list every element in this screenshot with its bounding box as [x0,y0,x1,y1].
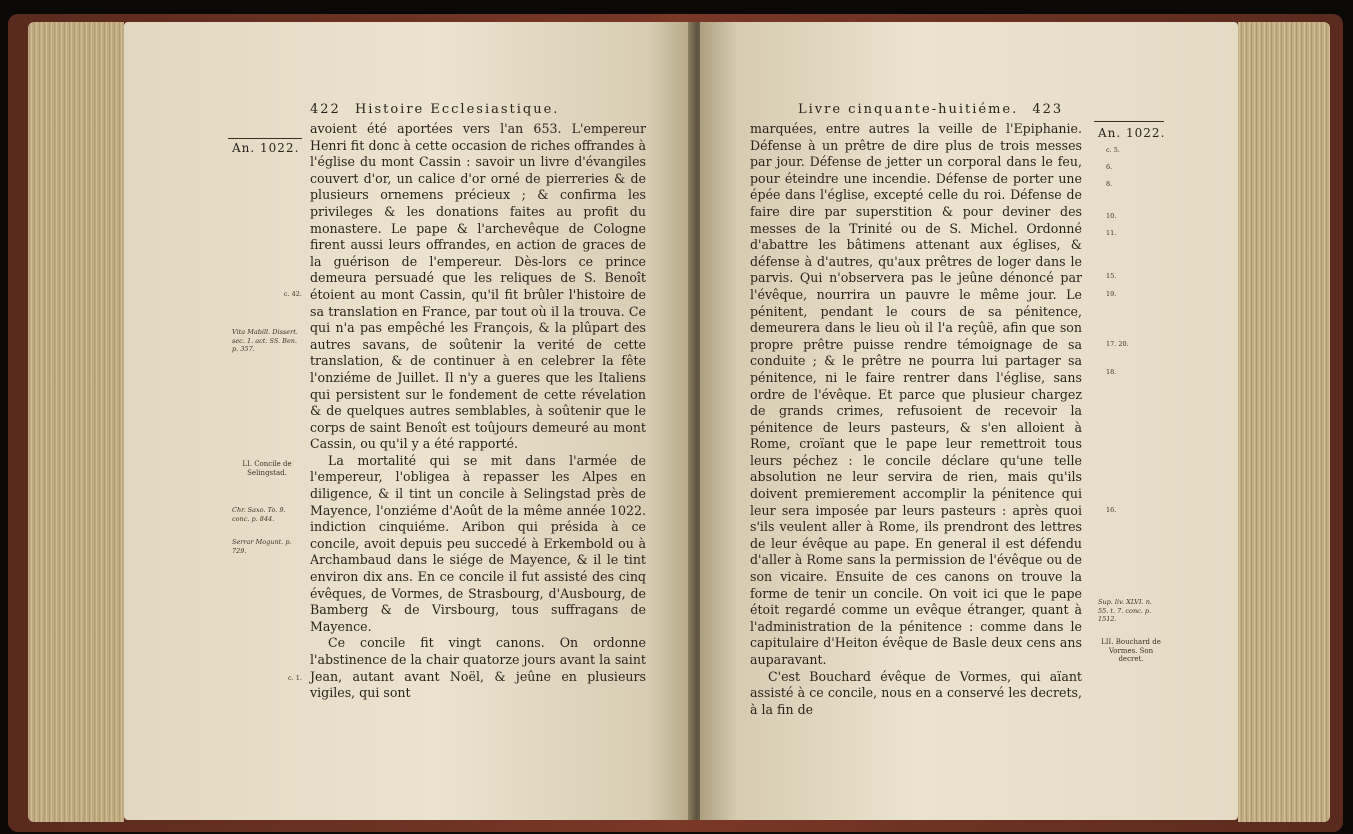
left-year-rule [228,138,302,139]
right-margin-note-4: 10. [1106,212,1117,220]
left-page [124,22,694,820]
left-running-head [310,102,559,117]
left-page-number: 422 [310,102,341,117]
right-paragraph-2: C'est Bouchard évêque de Vormes, qui aïant assisté à ce concile, nous en a conservé les decrets, à la fin de [750,668,1082,717]
right-margin-note-11: Sup. liv. XLVI. n. 55. t. 7. conc. p. 1512. [1098,598,1152,623]
right-margin-note-6: 15. [1106,272,1117,280]
right-margin-note-2: 6. [1106,163,1113,171]
page-edges-right [1238,22,1330,822]
left-margin-note-4: Chr. Saxo. To. 9. conc. p. 844. [232,506,286,523]
right-margin-note-5: 11. [1106,229,1117,237]
left-margin-note-1: c. 42. [283,290,302,298]
left-margin-note-6: c. 1. [288,674,302,682]
left-margin-note-5: Serrar Mogunt. p. 729. [232,538,292,555]
right-margin-note-8: 17. 20. [1106,340,1129,348]
right-margin-note-12: LII. Bouchard de Vormes. Son decret. [1101,638,1161,663]
right-paragraph-1: marquées, entre autres la veille de l'Epiphanie. Défense à un prêtre de dire plus de trois messes par jour. Défense de jetter un corporal dans le feu, pour éteindre une incendie. Défense de porter une épée dans l'église, excepté celle du roi. Défense de faire dire par superstition & pour deviner des messes de la Trinité ou de S. Michel. Ordonné d'abattre les bâtimens attenant aux églises, & défense à d'autres, qu'aux prêtres de loger dans le parvis. Qui n'observera pas le jeûne dénoncé par l'évêque, nourrira un pauvre le même jour. Le pénitent, pendant le cours de sa pénitence, demeurera dans le lieu où il l'a reçûë, afin que son propre prêtre puisse rendre témoignage de sa conduite ; & le prêtre ne pourra lui partager sa pénitence, ni le faire rentrer dans l'église, sans ordre de l'évêque. Et parce que plusieur chargez de grands crimes, refusoient de recevoir la pénitence de leurs pasteurs, & s'en alloient à Rome, croïant que le pape leur remettroit tous leurs péchez : le concile déclare qu'une telle absolution ne leur servira de rien, mais qu'ils doivent premierement accomplir la pénitence qui leur sera imposée par leurs pasteurs : après quoi s'ils veulent aller à Rome, ils prendront des lettres de leur évêque au pape. En general il est défendu d'aller à Rome sans la permission de l'évêque ou de son vicaire. Ensuite de ces canons on trouve la forme de tenir un concile. On voit ici que le pape étoit regardé comme un evêque étranger, quant à l'administration de la pénitence : comme dans le capitulaire d'Heiton évêque de Basle deux cens ans auparavant. [750,121,1082,667]
right-margin-note-1: c. 5. [1106,146,1120,154]
right-margin-note-10: 16. [1106,506,1117,514]
left-year: An. 1022. [232,141,300,155]
right-running-head [798,102,1063,117]
left-margin-note-3: LI. Concile de Selingstad. [242,460,292,477]
right-body-text [750,121,1082,718]
right-running-title: Livre cinquante-huitiéme. [798,102,1019,117]
right-margin-note-9: 18. [1106,368,1117,376]
left-margin-note-2: Vita Mabill. Dissert. sec. 1. act. SS. Ben. p. 357. [232,328,298,353]
left-paragraph-3: Ce concile fit vingt canons. On ordonne l'abstinence de la chair quatorze jours avant la saint Jean, autant avant Noël, & jeûne en plusieurs vigiles, qui sont [310,635,646,701]
left-body-text [310,121,646,702]
right-page [700,22,1238,820]
page-edges-left [28,22,124,822]
right-page-number: 423 [1032,102,1064,117]
right-margin-note-3: 8. [1106,180,1113,188]
left-running-title: Histoire Ecclesiastique. [354,102,560,117]
left-paragraph-2: La mortalité qui se mit dans l'armée de l'empereur, l'obligea à repasser les Alpes en diligence, & il tint un concile à Selingstad près de Mayence, l'onziéme d'Août de la même année 1022. indiction cinquiéme. Aribon qui présida à ce concile, avoit depuis peu succedé à Erkembold ou à Archambaud dans le siége de Mayence, & il le tint environ dix ans. En ce concile il fut assisté des cinq évêques, de Vormes, de Strasbourg, d'Ausbourg, de Bamberg & de Virsbourg, tous suffragans de Mayence. [310,452,646,634]
right-year: An. 1022. [1098,126,1166,140]
left-paragraph-1: avoient été aportées vers l'an 653. L'empereur Henri fit donc à cette occasion de riches offrandes à l'église du mont Cassin : savoir un livre d'évangiles couvert d'or, un calice d'or orné de pierreries & de plusieurs ornemens précieux ; & confirma les privileges & les donations faites au profit du monastere. Le pape & l'archevêque de Cologne firent aussi leurs offrandes, en action de graces de la guérison de l'empereur. Dès-lors ce prince demeura persuadé que les reliques de S. Benoît étoient au mont Cassin, qu'il fit brûler l'histoire de sa translation en France, par tout où il la trouva. Ce qui n'a pas empêché les François, & la plûpart des autres savans, de soûtenir la verité de cette translation, & de continuer à en celebrer la fête l'onziéme de Juillet. Il n'y a gueres que les Italiens qui persistent sur le fondement de cette révelation & de quelques autres semblables, à soûtenir que le corps de saint Benoît est toûjours demeuré au mont Cassin, ou qu'il y a été rapporté. [310,121,646,452]
right-year-rule [1094,121,1164,122]
right-margin-note-7: 19. [1106,290,1117,298]
